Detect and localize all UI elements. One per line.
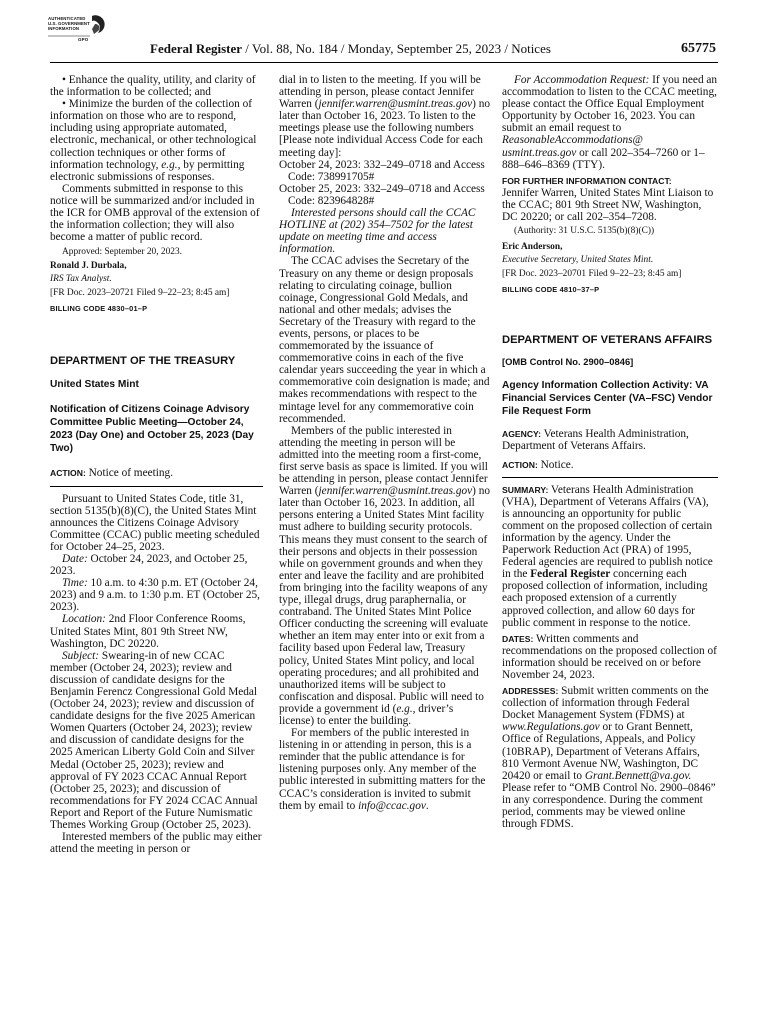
agency-heading: DEPARTMENT OF THE TREASURY [50, 355, 236, 368]
running-header [150, 41, 718, 57]
email-link[interactable]: jennifer.warren@usmint.treas.gov [318, 485, 473, 498]
column-2 [279, 74, 491, 812]
document-title: Agency Information Collection Activity: VA Financial Services Center (VA–FSC) Vendor File Request Form [502, 380, 713, 418]
oct24-access: October 24, 2023: 332–249–0718 and Access Code: 738991705# [279, 158, 485, 183]
subject-paragraph: Subject: Swearing-in of new CCAC member (October 24, 2023); review and discussion of candidate designs for the Benjamin Ferencz Congressional Gold Medal (October 24, 2023); review and discussion of candidate designs for the five 2025 American Women Quarters (October 24, 2023); review and discussion of candidate designs for the 2025 American Liberty Gold Coin and Silver Medal (October 25, 2023); review and approval of FY 2023 CCAC Annual Report (October 25, 2023); and discussion of recommendations for FY 2024 CCAC Annual Report and Report of the Future Numismatic Themes Working Group (October 25, 2023). [50, 649, 258, 832]
hotline-paragraph: Interested persons should call the CCAC HOTLINE at (202) 354–7502 for the latest update on meeting time and access information. [279, 207, 476, 256]
fr-doc-line: [FR Doc. 2023–20721 Filed 9–22–23; 8:45 am] [50, 287, 230, 298]
accommodation-paragraph: For Accommodation Request: If you need an accommodation to listen to the CCAC meeting, please contact the Office Equal Employment Opportunity by October 16, 2023. You can submit an email request to ReasonableAccommodations@ usmint.treas.gov or call 202–354–7260 or 1–888–646–8369 (TTY). [502, 74, 718, 171]
omb-control-number: [OMB Control No. 2900–0846] [502, 356, 634, 368]
billing-code: BILLING CODE 4830–01–P [50, 304, 148, 314]
summary-paragraph: SUMMARY: Veterans Health Administration (VHA), Department of Veterans Affairs (VA), is announcing an opportunity for public comment on the proposed collection of certain information by the agency. Under the Paperwork Reduction Act (PRA) of 1995, Federal agencies are required to publish notice in the Federal Register concerning each proposed collection of information, including each proposed extension of a currently approved collection, and allow 60 days for public comment in response to the notice. [502, 483, 713, 629]
publication-name: Federal Register [150, 41, 243, 56]
fr-doc-line: [FR Doc. 2023–20701 Filed 9–22–23; 8:45 am] [502, 268, 682, 279]
billing-code: BILLING CODE 4810–37–P [502, 285, 600, 295]
action-line: ACTION: Notice. [502, 458, 574, 471]
column-3 [502, 74, 718, 830]
location-paragraph: Location: 2nd Floor Conference Rooms, United States Mint, 801 9th Street NW, Washington, DC 20220. [50, 613, 246, 650]
advises-paragraph: The CCAC advises the Secretary of the Treasury on any theme or design proposals relating to circulating coinage, bullion coinage, Congressional Gold Medals, and national and other medals; advises the Secretary of the Treasury with regard to the events, persons, or places to be commemorated by the issuance of commemorative coins in each of the five calendar years succeeding the year in which a commemorative coin designation is made; and makes recommendations with respect to the mintage level for any commemorative coin recommended. [279, 255, 490, 425]
signer-title: Executive Secretary, United States Mint. [502, 255, 654, 266]
header-rule [50, 62, 718, 63]
comments-paragraph: Comments submitted in response to this notice will be summarized and/or included in the ICR for OMB approval of the extension of the information collection; they will also become a matter of public record. [50, 182, 260, 244]
gpo-authenticated-logo [48, 12, 110, 42]
email-link[interactable]: Grant.Bennett@va.gov. [584, 769, 692, 782]
section-rule [50, 486, 263, 487]
signer-name: Eric Anderson, [502, 241, 563, 252]
column-1 [50, 74, 263, 855]
signer-title: IRS Tax Analyst. [50, 274, 112, 285]
authority-line: (Authority: 31 U.S.C. 5135(b)(8)(C)) [514, 226, 655, 237]
logo-line: U.S. GOVERNMENT [48, 21, 90, 26]
agency-heading: DEPARTMENT OF VETERANS AFFAIRS [502, 334, 713, 347]
email-link[interactable]: ReasonableAccommodations@ usmint.treas.gov [502, 134, 643, 159]
bullet-item: • Enhance the quality, utility, and clarity of the information to be collected; and [50, 74, 256, 99]
page-number: 65775 [681, 41, 716, 56]
time-paragraph: Time: 10 a.m. to 4:30 p.m. ET (October 24, 2023) and 9 a.m. to 1:30 p.m. ET (October 25, 2023). [50, 577, 261, 614]
signer-name: Ronald J. Durbala, [50, 260, 127, 271]
approved-date: Approved: September 20, 2023. [62, 247, 183, 258]
action-line: ACTION: Notice of meeting. [50, 467, 174, 480]
listening-paragraph: For members of the public interested in listening in or attending in person, this is a reminder that the public attendance is for listening purposes only. Any member of the public interested in submitting matters for the CCAC’s consideration is invited to submit them by email to info@ccac.gov. [279, 727, 486, 812]
dates-paragraph: DATES: Written comments and recommendations on the proposed collection of information should be received on or before November 24, 2023. [502, 632, 717, 681]
logo-gpo: GPO [78, 37, 89, 42]
document-title: Notification of Citizens Coinage Advisory Committee Public Meeting—October 24, 2023 (Day One) and October 25, 2023 (Day Two) [50, 404, 254, 455]
contact-label: FOR FURTHER INFORMATION CONTACT: [502, 175, 672, 186]
addresses-paragraph: ADDRESSES: Submit written comments on the collection of information through Federal Docket Management System (FDMS) at www.Regulations.gov or to Grant Bennett, Office of Regulations, Appeals, and Policy (10BRAP), Department of Veterans Affairs, 810 Vermont Avenue NW, Washington, DC 20420 or email to Grant.Bennett@va.gov. Please refer to “OMB Control No. 2900–0846” in any correspondence. During the comment period, comments may be viewed online through FDMS. [502, 685, 716, 831]
logo-line: AUTHENTICATED [48, 16, 86, 21]
regulations-link[interactable]: www.Regulations.gov [502, 721, 600, 734]
date-paragraph: Date: October 24, 2023, and October 25, 2023. [50, 552, 248, 578]
pursuant-paragraph: Pursuant to United States Code, title 31, section 5135(b)(8)(C), the United States Mint announces the Citizens Coinage Advisory Committee (CCAC) public meeting scheduled for October 24–25, 2023. [50, 492, 260, 553]
oct25-access: October 25, 2023: 332–249–0718 and Access Code: 823964828# [279, 182, 485, 207]
email-link[interactable]: info@ccac.gov [358, 799, 426, 812]
sub-agency-heading: United States Mint [50, 379, 139, 391]
contact-paragraph: Jennifer Warren, United States Mint Liaison to the CCAC; 801 9th Street NW, Washington, DC 20220; or call 202–354–7208. [502, 186, 714, 224]
email-link[interactable]: jennifer.warren@usmint.treas.gov [318, 98, 473, 111]
dial-paragraph: dial in to listen to the meeting. If you will be attending in person, please contact Jennifer Warren (jennifer.warren@usmint.treas.gov) no later than October 16, 2023. To listen to the meetings please use the following numbers [Please note individual Access Code for each meeting day]: [279, 74, 491, 159]
interested-paragraph: Interested members of the public may either attend the meeting in person or [50, 831, 262, 856]
agency-line: AGENCY: Veterans Health Administration, Department of Veterans Affairs. [502, 428, 689, 453]
issue-info: / Vol. 88, No. 184 / Monday, September 25, 2023 / Notices [242, 41, 551, 56]
section-rule [502, 477, 718, 478]
members-paragraph: Members of the public interested in attending the meeting in person will be admitted into the meeting room a first-come, first serve basis as space is limited. If you will be attending in person, please contact Jennifer Warren (jennifer.warren@usmint.treas.gov) no later than October 16, 2023. In addition, all persons entering a United States Mint facility must adhere to building security protocols. This means they must consent to the search of their persons and objects in their possession while on government grounds and when they enter and leave the facility and are prohibited from bringing into the facility weapons of any type, illegal drugs, drug paraphernalia, or contraband. The United States Mint Police Officer conducting the screening will evaluate whether an item may enter into or exit from a facility based upon Federal law, Treasury policy, United States Mint policy, and local operating procedures; and all prohibited and unauthorized items will be subject to confiscation and disposal. Public will need to provide a government id (e.g., driver’s license) to enter the building. [279, 424, 491, 727]
logo-line: INFORMATION [48, 26, 80, 31]
bullet-item: • Minimize the burden of the collection of information on those who are to respond, including using appropriate automated, electronic, mechanical, or other technological collection techniques or other forms of information technology, e.g., by permitting electronic submissions of responses. [50, 98, 257, 183]
